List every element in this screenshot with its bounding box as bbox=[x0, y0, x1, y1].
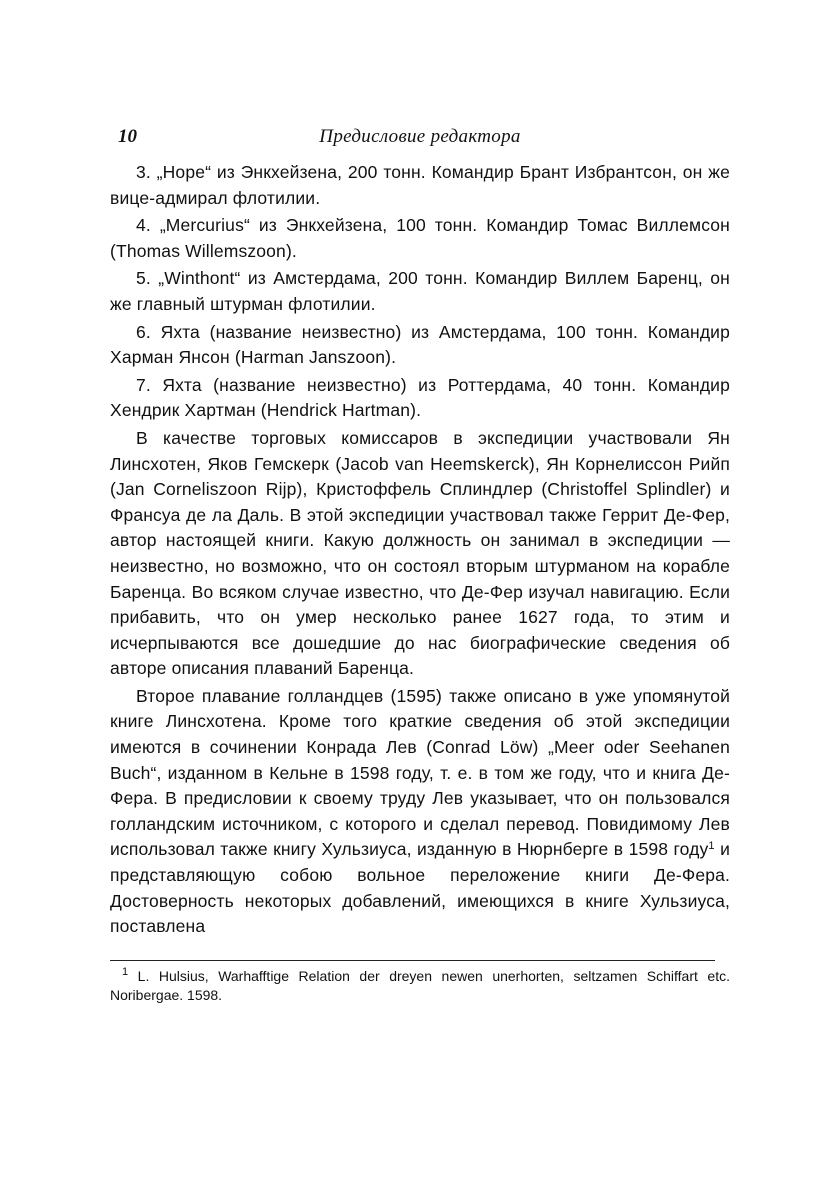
paragraph-second-voyage-text-2: и представляющую собою вольное переложение книги Де-Фера. Достоверность некоторых добавлений, имеющихся в книге Хульзиуса, поставлена bbox=[110, 839, 730, 937]
page-number: 10 bbox=[118, 126, 137, 147]
paragraph-second-voyage-text-1: Второе плавание голландцев (1595) также описано в уже упомянутой книге Линсхотена. Кроме того краткие сведения об этой экспедиции имеются в сочинении Конрада Лев (Conrad Löw) „Meer oder Seehanen Buch“, изданном в Кельне в 1598 году, т. е. в том же году, что и книга Де-Фера. В предисловии к своему труду Лев указывает, что он пользовался голландским источником, с которого и сделал перевод. Повидимому Лев использовал также книгу Хульзиуса, изданную в Нюрнберге в 1598 году bbox=[110, 685, 730, 860]
ship-list-item-3: 3. „Hope“ из Энкхейзена, 200 тонн. Командир Брант Избрантсон, он же вице-адмирал флотилии. bbox=[110, 162, 730, 208]
running-title: Предисловие редактора bbox=[319, 126, 521, 147]
footnote-reference: 1 bbox=[708, 840, 715, 853]
paragraph-second-voyage bbox=[110, 684, 730, 940]
footnote bbox=[110, 967, 730, 1005]
footnote-text: L. Hulsius, Warhafftige Relation der dreyen newen unerhorten, seltzamen Schiffart etc. Noribergae. 1598. bbox=[110, 967, 730, 1003]
book-page bbox=[110, 118, 730, 1005]
ship-list-item-5: 5. „Winthont“ из Амстердама, 200 тонн. Командир Виллем Баренц, он же главный штурман флотилии. bbox=[110, 268, 730, 314]
paragraph-commissioners: В качестве торговых комиссаров в экспедиции участвовали Ян Линсхотен, Яков Гемскерк (Jacob van Heemskerck), Ян Корнелиссон Рийп (Jan Corneliszoon Rijp), Кристоффель Сплиндлер (Christoffel Splindler) и Франсуа де ла Даль. В этой экспедиции участвовал также Геррит Де-Фер, автор настоящей книги. Какую должность он занимал в экспедиции — неизвестно, но возможно, что он состоял вторым штурманом на корабле Баренца. Во всяком случае известно, что Де-Фер изучал навигацию. Если прибавить, что он умер несколько ранее 1627 года, то этим и исчерпываются все дошедшие до нас биографические сведения об авторе описания плаваний Баренца. bbox=[110, 427, 730, 679]
page-header bbox=[110, 118, 730, 158]
footnote-divider bbox=[110, 960, 715, 961]
footnote-marker: 1 bbox=[122, 965, 129, 978]
ship-list-item-4: 4. „Mercurius“ из Энкхейзена, 100 тонн. Командир Томас Виллемсон (Thomas Willemszoon). bbox=[110, 215, 730, 261]
main-text bbox=[110, 160, 730, 940]
ship-list-item-6: 6. Яхта (название неизвестно) из Амстердама, 100 тонн. Командир Харман Янсон (Harman Janszoon). bbox=[110, 321, 730, 368]
ship-list-item-7: 7. Яхта (название неизвестно) из Роттердама, 40 тонн. Командир Хендрик Хартман (Hendrick Hartman). bbox=[110, 374, 730, 421]
